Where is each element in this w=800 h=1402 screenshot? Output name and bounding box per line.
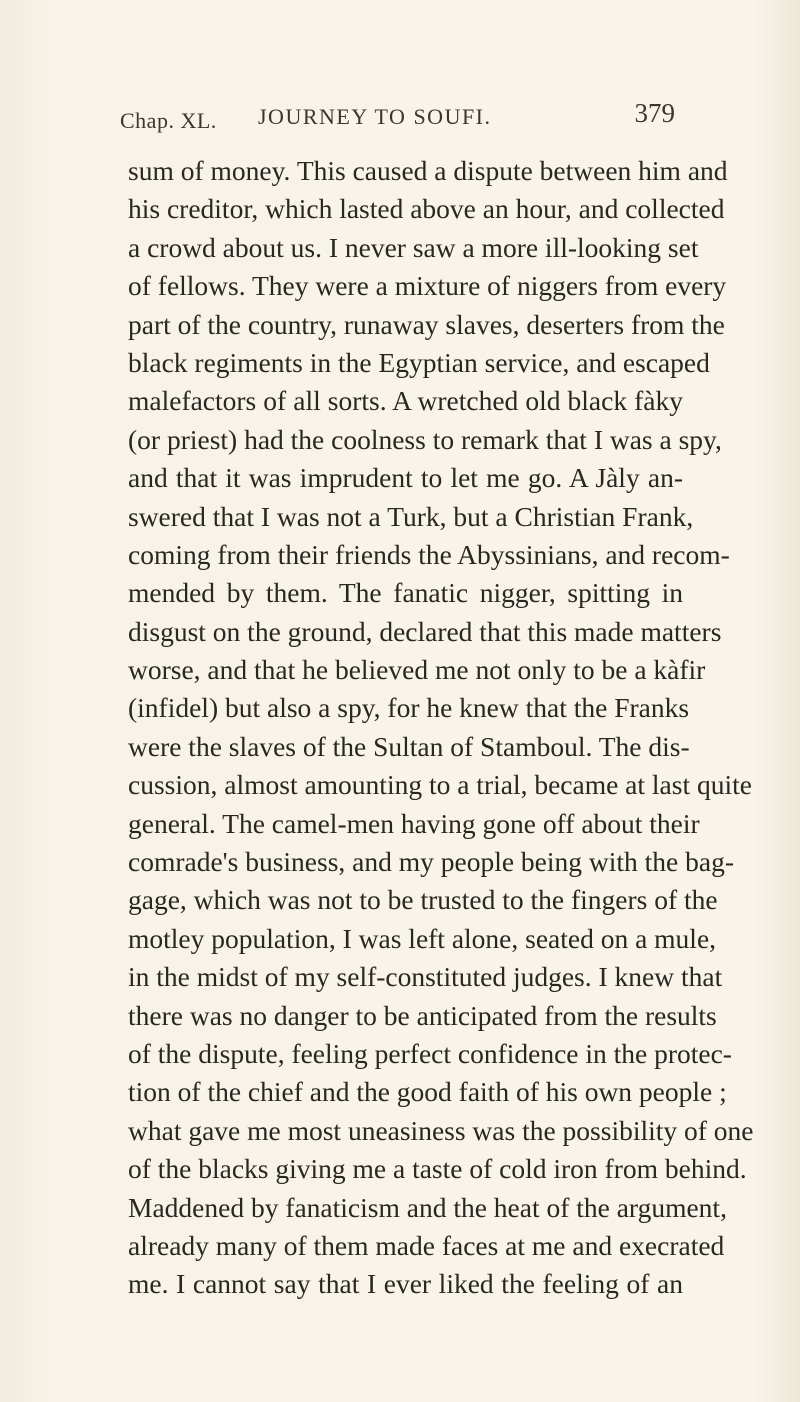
text-line: general. The camel-men having gone off about their: [128, 807, 700, 839]
chapter-label: Chap. XL.: [120, 108, 217, 133]
text-line: comrade's business, and my people being with the bag-: [128, 846, 734, 878]
text-line: were the slaves of the Sultan of Stamboul. The dis-: [128, 730, 690, 762]
text-line: (or priest) had the coolness to remark that I was a spy,: [128, 423, 722, 455]
text-line: mended by them. The fanatic nigger, spitting in: [128, 577, 683, 609]
text-line: gage, which was not to be trusted to the fingers of the: [128, 884, 718, 916]
text-line: a crowd about us. I never saw a more ill-looking set: [128, 231, 699, 263]
text-line: worse, and that he believed me not only to be a kàfir: [128, 654, 706, 686]
text-line: already many of them made faces at me and execrated: [128, 1229, 725, 1261]
text-line: part of the country, runaway slaves, deserters from the: [128, 308, 725, 340]
body-text: [128, 152, 754, 1304]
running-head: [120, 88, 675, 133]
text-line: and that it was imprudent to let me go. A Jàly an-: [128, 462, 683, 494]
page-number: 379: [634, 98, 675, 128]
text-line: motley population, I was left alone, seated on a mule,: [128, 922, 717, 954]
text-line: cussion, almost amounting to a trial, became at last quite: [128, 769, 752, 801]
text-line: malefactors of all sorts. A wretched old black fàky: [128, 385, 683, 417]
text-line: sum of money. This caused a dispute between him and: [128, 155, 728, 186]
text-line: coming from their friends the Abyssinians, and recom-: [128, 538, 730, 570]
text-line: of fellows. They were a mixture of niggers from every: [128, 270, 727, 302]
text-line: what gave me most uneasiness was the possibility of one: [128, 1114, 754, 1146]
text-line: Maddened by fanaticism and the heat of the argument,: [128, 1191, 727, 1223]
text-line: (infidel) but also a spy, for he knew that the Franks: [128, 692, 690, 724]
running-title: JOURNEY TO SOUFI.: [258, 104, 492, 129]
text-line: his creditor, which lasted above an hour, and collected: [128, 193, 725, 225]
text-line: in the midst of my self-constituted judges. I knew that: [128, 961, 723, 993]
text-line: me. I cannot say that I ever liked the feeling of an: [128, 1268, 683, 1300]
text-line: of the blacks giving me a taste of cold iron from behind.: [128, 1153, 747, 1185]
text-line: there was no danger to be anticipated from the results: [128, 999, 717, 1031]
text-line: swered that I was not a Turk, but a Christian Frank,: [128, 500, 694, 532]
text-line: black regiments in the Egyptian service, and escaped: [128, 346, 710, 378]
text-line: disgust on the ground, declared that this made matters: [128, 615, 722, 647]
text-line: tion of the chief and the good faith of his own people ;: [128, 1076, 727, 1108]
text-line: of the dispute, feeling perfect confidence in the protec-: [128, 1037, 732, 1069]
